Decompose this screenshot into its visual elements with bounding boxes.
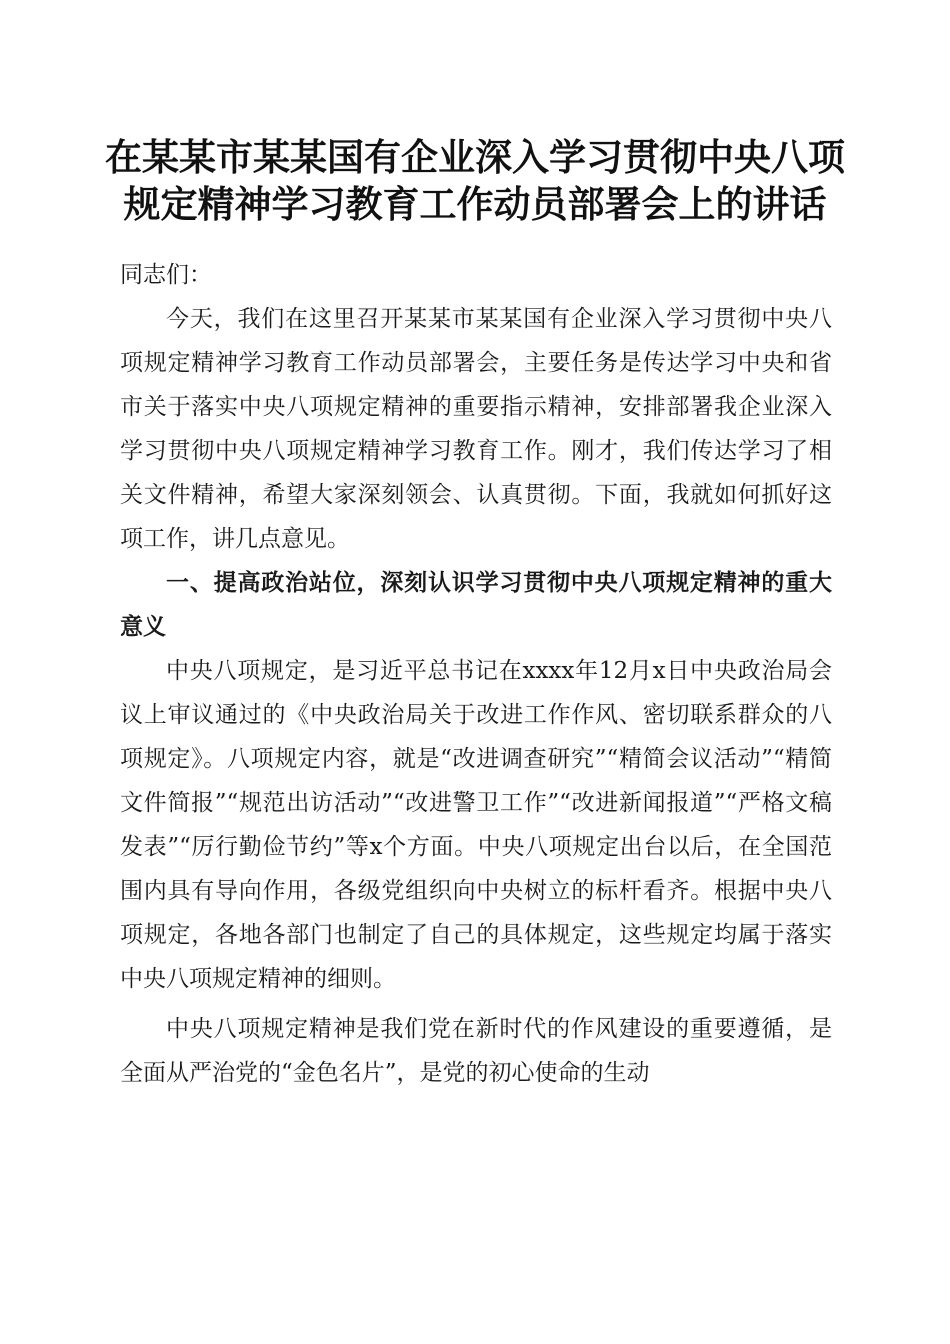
title-line-2: 规定精神学习教育工作动员部署会上的讲话 [123, 182, 827, 226]
document-body [120, 253, 832, 1095]
title-line-1: 在某某市某某国有企业深入学习贯彻中央八项 [105, 135, 845, 179]
paragraph-spirit: 中央八项规定精神是我们党在新时代的作风建设的重要遵循，是全面从严治党的“金色名片”，是党的初心使命的生动 [120, 1016, 832, 1086]
paragraph-eight-rules: 中央八项规定，是习近平总书记在xxxx年12月x日中央政治局会议上审议通过的《中央政治局关于改进工作作风、密切联系群众的八项规定》。八项规定内容，就是“改进调查研究”“精简会议活动”“精简文件简报”“规范出访活动”“改进警卫工作”“改进新闻报道”“严格文稿发表”“厉行勤俭节约”等x个方面。中央八项规定出台以后，在全国范围内具有导向作用，各级党组织向中央树立的标杆看齐。根据中央八项规定，各地各部门也制定了自己的具体规定，这些规定均属于落实中央八项规定精神的细则。 [120, 658, 832, 992]
salutation: 同志们： [120, 262, 212, 288]
paragraph-intro: 今天，我们在这里召开某某市某某国有企业深入学习贯彻中央八项规定精神学习教育工作动员部署会，主要任务是传达学习中央和省市关于落实中央八项规定精神的重要指示精神，安排部署我企业深入学习贯彻中央八项规定精神学习教育工作。刚才，我们传达学习了相关文件精神，希望大家深刻领会、认真贯彻。下面，我就如何抓好这项工作，讲几点意见。 [120, 306, 832, 552]
section-heading-1: 一、提高政治站位，深刻认识学习贯彻中央八项规定精神的重大意义 [120, 570, 832, 640]
document-title [100, 134, 850, 228]
